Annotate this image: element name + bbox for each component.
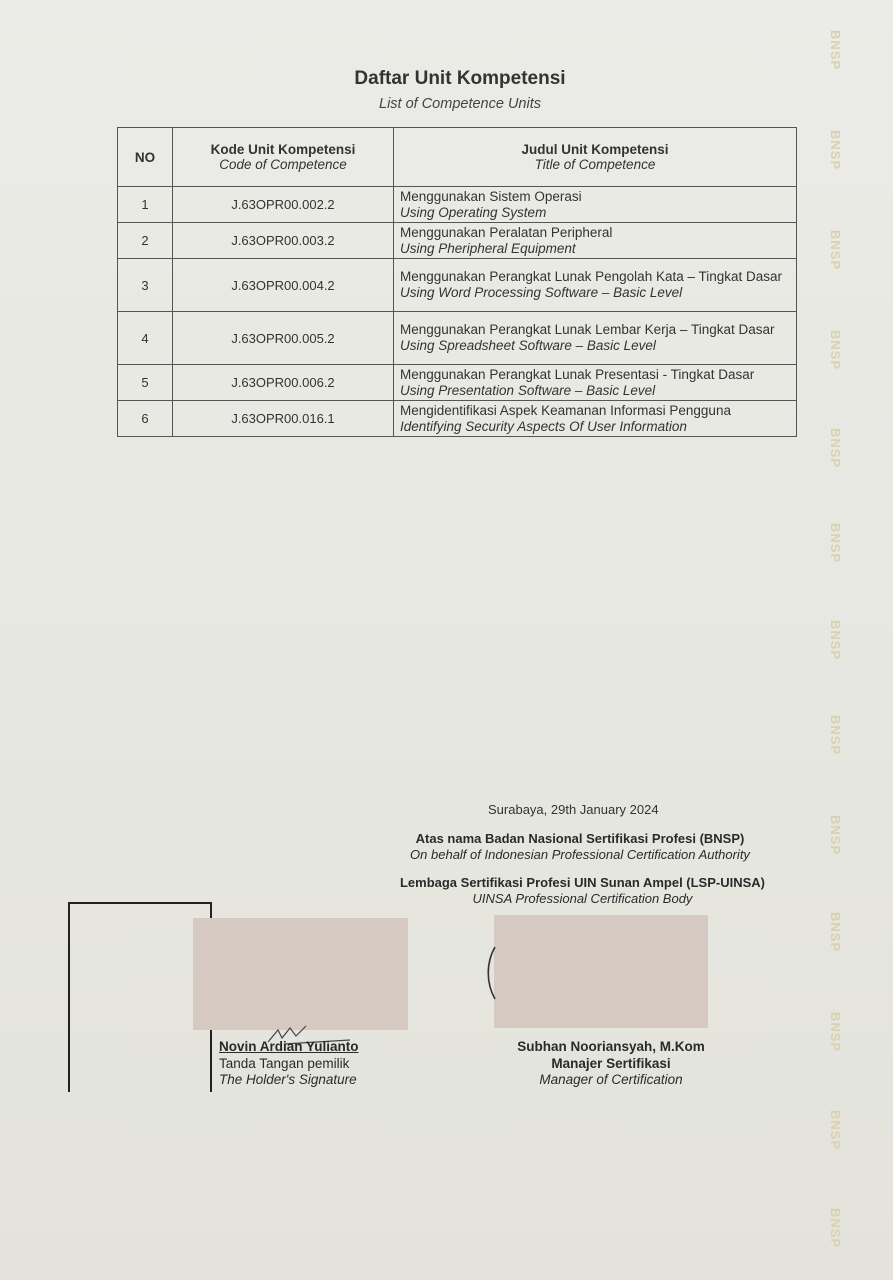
bnsp-watermark: BNSP	[828, 912, 843, 953]
signature-stroke	[484, 945, 498, 1001]
row-title-en: Using Word Processing Software – Basic Level	[400, 285, 683, 300]
row-no: 2	[118, 223, 173, 259]
row-title-en: Using Spreadsheet Software – Basic Level	[400, 338, 656, 353]
header-title-en: Title of Competence	[534, 157, 656, 172]
bnsp-watermark: BNSP	[828, 330, 843, 371]
redacted-holder-signature	[193, 918, 408, 1030]
bnsp-watermark: BNSP	[828, 715, 843, 756]
bnsp-watermark: BNSP	[828, 30, 843, 71]
header-title-id: Judul Unit Kompetensi	[521, 142, 669, 157]
row-title	[394, 223, 797, 259]
holder-name: Novin Ardian Yulianto	[219, 1039, 359, 1054]
row-title-id: Menggunakan Perangkat Lunak Lembar Kerja – Tingkat Dasar	[400, 322, 775, 337]
row-title	[394, 259, 797, 312]
on-behalf-id: Atas nama Badan Nasional Sertifikasi Profesi (BNSP)	[415, 831, 745, 846]
bnsp-watermark: BNSP	[828, 1208, 843, 1249]
row-title	[394, 187, 797, 223]
row-code: J.63OPR00.003.2	[173, 223, 394, 259]
row-code: J.63OPR00.016.1	[173, 401, 394, 437]
lsp-id: Lembaga Sertifikasi Profesi UIN Sunan Ampel (LSP-UINSA)	[399, 875, 766, 890]
manager-name: Subhan Nooriansyah, M.Kom	[517, 1039, 705, 1054]
table-row	[118, 223, 797, 259]
row-title	[394, 312, 797, 365]
bnsp-watermark: BNSP	[828, 428, 843, 469]
row-code: J.63OPR00.005.2	[173, 312, 394, 365]
lsp-block	[330, 875, 835, 906]
row-title-id: Menggunakan Perangkat Lunak Presentasi - Tingkat Dasar	[400, 366, 755, 382]
row-title-en: Identifying Security Aspects Of User Information	[400, 418, 687, 434]
competence-units-table	[117, 127, 797, 437]
bnsp-watermark: BNSP	[828, 130, 843, 171]
header-code-id: Kode Unit Kompetensi	[210, 142, 356, 157]
manager-label-id: Manajer Sertifikasi	[551, 1056, 671, 1071]
page-title: Daftar Unit Kompetensi	[354, 68, 566, 89]
redacted-manager-signature	[494, 915, 708, 1028]
page-subtitle: List of Competence Units	[379, 96, 541, 112]
row-code: J.63OPR00.002.2	[173, 187, 394, 223]
bnsp-watermark: BNSP	[828, 815, 843, 856]
row-title	[394, 401, 797, 437]
on-behalf-en: On behalf of Indonesian Professional Certification Authority	[410, 847, 750, 862]
bnsp-watermark: BNSP	[828, 523, 843, 564]
header-code-en: Code of Competence	[219, 157, 347, 172]
row-title-en: Using Operating System	[400, 204, 547, 220]
bnsp-watermark: BNSP	[828, 620, 843, 661]
table-row	[118, 401, 797, 437]
header-title	[394, 128, 797, 187]
bnsp-watermark: BNSP	[828, 230, 843, 271]
row-title-id: Menggunakan Peralatan Peripheral	[400, 224, 613, 240]
bnsp-watermark: BNSP	[828, 1012, 843, 1053]
on-behalf-block	[330, 831, 830, 862]
table-row	[118, 187, 797, 223]
row-code: J.63OPR00.006.2	[173, 365, 394, 401]
row-title-id: Menggunakan Sistem Operasi	[400, 188, 582, 204]
header-code	[173, 128, 394, 187]
photo-frame	[68, 902, 212, 1092]
row-title-en: Using Pheripheral Equipment	[400, 240, 576, 256]
place-date: Surabaya, 29th January 2024	[488, 802, 659, 817]
row-no: 6	[118, 401, 173, 437]
manager-signature-block	[470, 1039, 752, 1087]
row-no: 4	[118, 312, 173, 365]
table-row	[118, 259, 797, 312]
row-title	[394, 365, 797, 401]
manager-label-en: Manager of Certification	[539, 1072, 683, 1087]
row-title-id: Mengidentifikasi Aspek Keamanan Informasi Pengguna	[400, 402, 731, 418]
header-no: NO	[118, 128, 173, 187]
holder-label-en: The Holder's Signature	[219, 1072, 357, 1087]
row-no: 3	[118, 259, 173, 312]
row-code: J.63OPR00.004.2	[173, 259, 394, 312]
row-no: 1	[118, 187, 173, 223]
table-header-row	[118, 128, 797, 187]
row-title-id: Menggunakan Perangkat Lunak Pengolah Kata – Tingkat Dasar	[400, 269, 783, 284]
table-row	[118, 365, 797, 401]
holder-signature-block	[219, 1039, 359, 1087]
row-no: 5	[118, 365, 173, 401]
row-title-en: Using Presentation Software – Basic Level	[400, 382, 656, 398]
lsp-en: UINSA Professional Certification Body	[472, 891, 693, 906]
table-row	[118, 312, 797, 365]
bnsp-watermark: BNSP	[828, 1110, 843, 1151]
holder-label-id: Tanda Tangan pemilik	[219, 1056, 350, 1071]
